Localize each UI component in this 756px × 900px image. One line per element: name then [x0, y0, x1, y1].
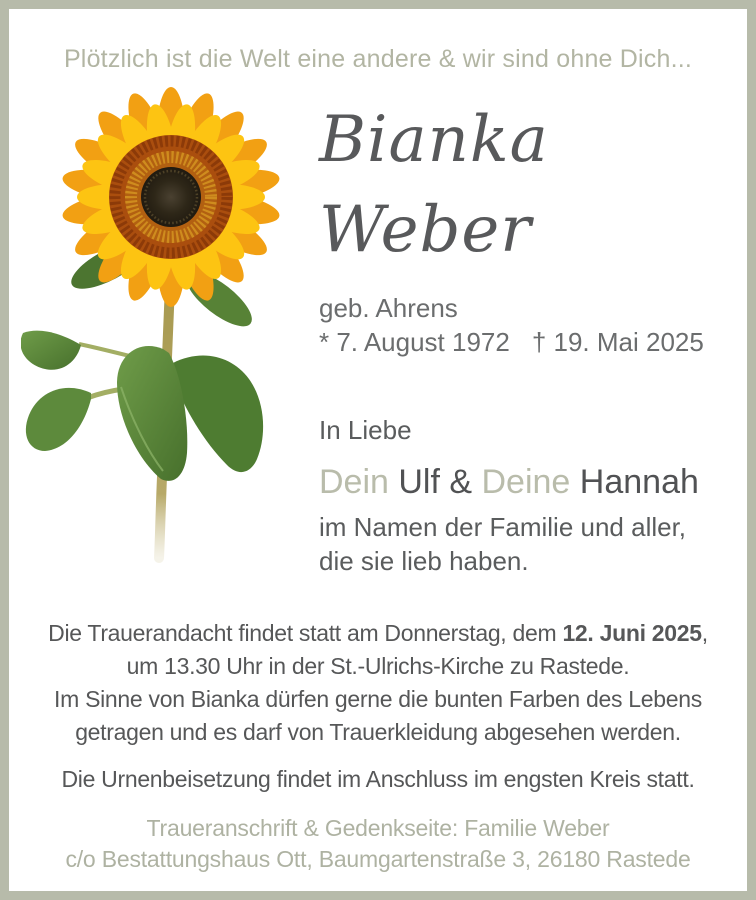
tribute-line-2: im Namen der Familie und aller, [319, 512, 687, 542]
life-dates [319, 325, 747, 359]
service-line-4: getragen und es darf von Trauerkleidung abgesehen werden. [75, 719, 681, 745]
tribute-sub-line [319, 510, 747, 578]
service-announcement [9, 617, 747, 875]
mourner-prefix-2: Deine [481, 463, 580, 501]
mourner-prefix-1: Dein [319, 463, 399, 501]
birth-date: * 7. August 1972 [319, 327, 510, 357]
memorial-card [9, 9, 747, 891]
deceased-last-name: Weber [319, 193, 532, 267]
deceased-block [319, 95, 747, 578]
contact-block [9, 813, 747, 875]
service-line-3: Im Sinne von Bianka dürfen gerne die bunten Farben des Lebens [54, 686, 702, 712]
deceased-first-name: Bianka [319, 103, 549, 177]
tribute-intro: In Liebe [319, 415, 412, 445]
service-line-1-comma: , [701, 620, 708, 646]
service-line-1-text: Die Trauerandacht findet statt am Donnerstag, dem [48, 620, 563, 646]
service-line-1 [9, 617, 747, 650]
maiden-name: geb. Ahrens [319, 293, 458, 323]
service-line-2: um 13.30 Uhr in der St.-Ulrichs-Kirche zu Rastede. [126, 653, 630, 679]
death-date: † 19. Mai 2025 [531, 327, 704, 357]
service-date: 12. Juni 2025 [562, 620, 702, 646]
mourners-line [319, 460, 747, 504]
contact-line-1: Traueranschrift & Gedenkseite: Familie Weber [146, 815, 610, 841]
opening-quote: Plötzlich ist die Welt eine andere & wir sind ohne Dich... [63, 45, 693, 73]
contact-line-2: c/o Bestattungshaus Ott, Baumgartenstraße 3, 26180 Rastede [65, 846, 691, 872]
sunflower-image [21, 87, 293, 569]
burial-note: Die Urnenbeisetzung findet im Anschluss im engsten Kreis statt. [61, 766, 695, 792]
mourner-name-2: Hannah [579, 463, 699, 501]
tribute-line-3: die sie lieb haben. [319, 546, 529, 576]
mourner-name-1: Ulf & [398, 463, 482, 501]
